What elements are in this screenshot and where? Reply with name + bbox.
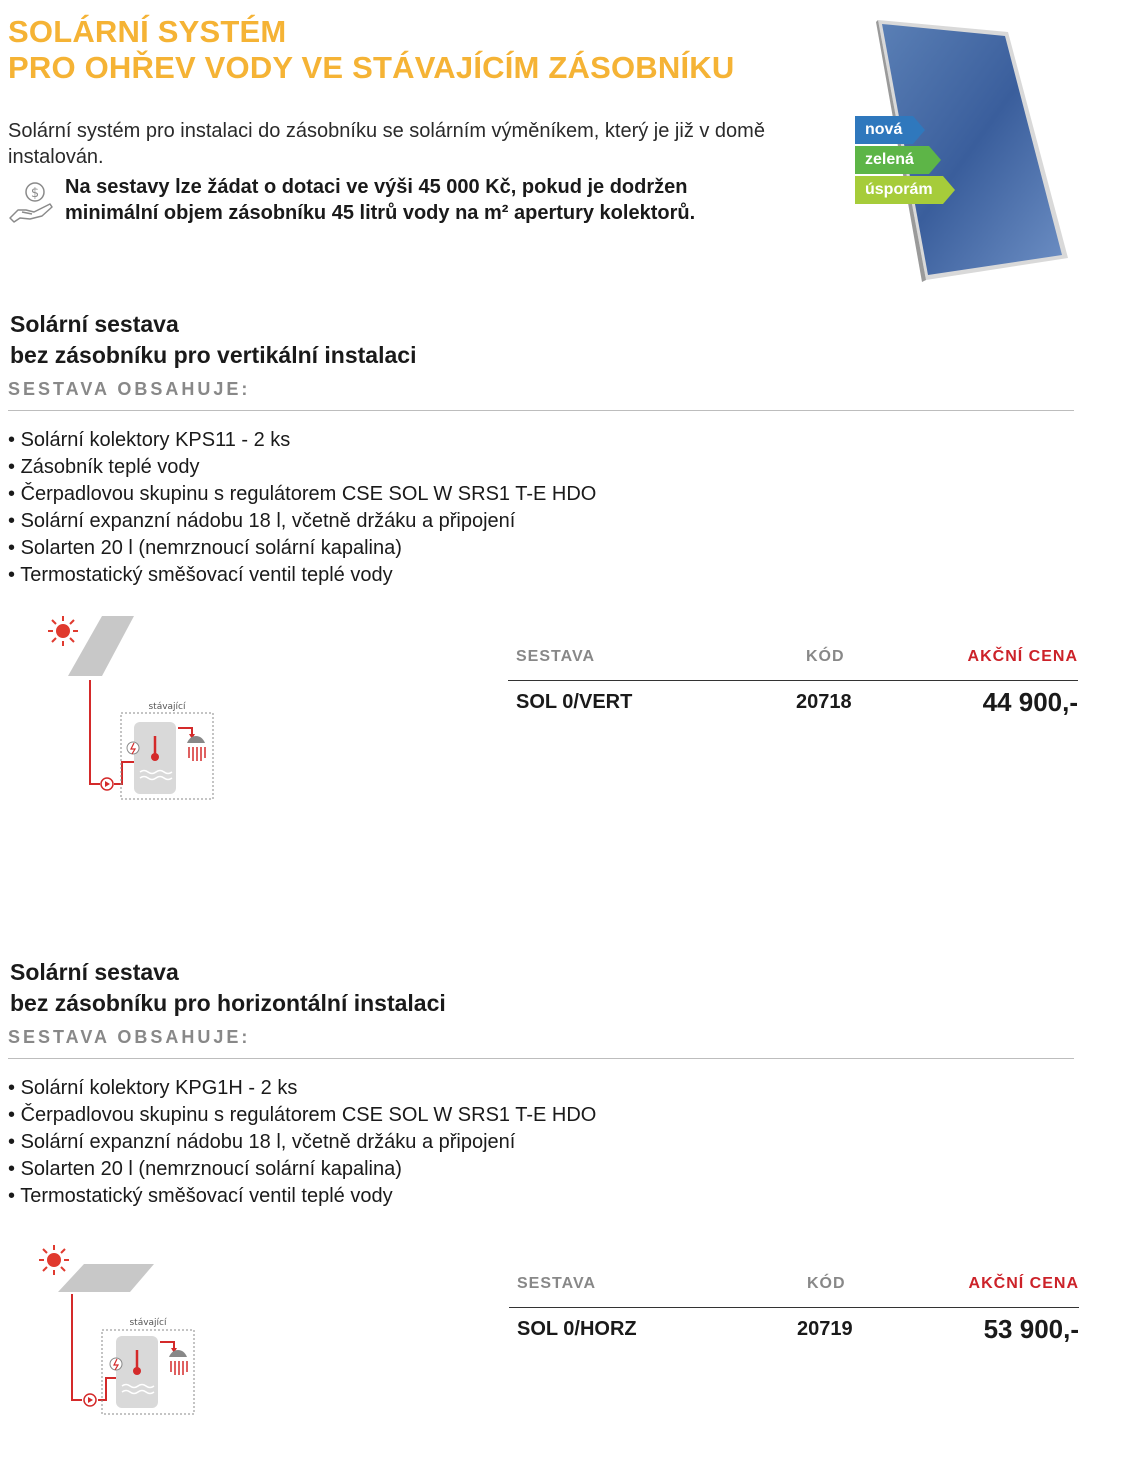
list-item: • Solární expanzní nádobu 18 l, včetně držáku a připojení	[8, 508, 1076, 535]
price-table-vertical	[508, 648, 1078, 717]
list-item: • Solární kolektory KPG1H - 2 ks	[8, 1075, 1076, 1102]
system-diagram-horizontal	[36, 1242, 216, 1422]
sun-icon	[48, 616, 78, 646]
section-title: Solární sestava bez zásobníku pro vertikální instalaci	[10, 311, 417, 368]
page-title-line-2: PRO OHŘEV VODY VE STÁVAJÍCÍM ZÁSOBNÍKU	[8, 50, 735, 85]
hand-coin-icon	[8, 178, 56, 226]
subsidy-line-1: Na sestavy lze žádat o dotaci ve výši 45 000 Kč, pokud je dodržen	[65, 176, 688, 198]
product-code: 20718	[796, 691, 852, 713]
list-item: • Solarten 20 l (nemrznoucí solární kapalina)	[8, 1156, 1076, 1183]
page-title	[8, 14, 734, 86]
badge-nova: nová	[855, 116, 933, 144]
badge-usporam: úsporám	[855, 176, 933, 204]
list-item: • Čerpadlovou skupinu s regulátorem CSE SOL W SRS1 T-E HDO	[8, 1102, 1076, 1129]
shower-icon	[187, 736, 205, 761]
product-price: 44 900,-	[982, 687, 1078, 717]
section-subtitle: SESTAVA OBSAHUJE:	[8, 379, 251, 399]
page-title-line-1: SOLÁRNÍ SYSTÉM	[8, 14, 287, 49]
contents-list	[8, 1075, 1076, 1210]
shower-icon	[169, 1350, 187, 1375]
svg-text:$: $	[30, 186, 40, 201]
subsidy-line-2: minimální objem zásobníku 45 litrů vody na m² apertury kolektorů.	[65, 202, 696, 224]
col-header-kod: KÓD	[807, 1275, 846, 1292]
diagram-label: stávající	[129, 1318, 167, 1328]
section-title: Solární sestava bez zásobníku pro horizontální instalaci	[10, 959, 446, 1016]
badge-zelena: zelená	[855, 146, 933, 174]
col-header-sestava: SESTAVA	[516, 648, 596, 665]
col-header-sestava: SESTAVA	[517, 1275, 597, 1292]
price-table-horizontal	[509, 1275, 1079, 1344]
list-item: • Solarten 20 l (nemrznoucí solární kapalina)	[8, 535, 1076, 562]
list-item: • Čerpadlovou skupinu s regulátorem CSE SOL W SRS1 T-E HDO	[8, 481, 1076, 508]
list-item: • Solární kolektory KPS11 - 2 ks	[8, 427, 1076, 454]
list-item: • Zásobník teplé vody	[8, 454, 1076, 481]
list-item: • Termostatický směšovací ventil teplé vody	[8, 562, 1076, 589]
eco-badges	[855, 116, 933, 206]
col-header-price: AKČNÍ CENA	[968, 1275, 1079, 1292]
diagram-label: stávající	[148, 702, 186, 712]
product-name: SOL 0/VERT	[516, 691, 633, 713]
table-row	[508, 681, 1078, 717]
section-subtitle: SESTAVA OBSAHUJE:	[8, 1027, 251, 1047]
list-item: • Termostatický směšovací ventil teplé vody	[8, 1183, 1076, 1210]
list-item: • Solární expanzní nádobu 18 l, včetně držáku a připojení	[8, 1129, 1076, 1156]
product-code: 20719	[797, 1318, 853, 1340]
col-header-kod: KÓD	[806, 648, 845, 665]
system-diagram-vertical	[44, 612, 224, 804]
subsidy-note	[8, 174, 808, 230]
sun-icon	[39, 1245, 69, 1275]
divider	[8, 1058, 1074, 1059]
product-price: 53 900,-	[983, 1314, 1079, 1344]
section-horizontal	[8, 957, 1076, 1210]
intro-text: Solární systém pro instalaci do zásobníku se solárním výměníkem, který je již v domě instalován.	[8, 120, 765, 168]
section-vertical	[8, 309, 1076, 589]
contents-list	[8, 427, 1076, 589]
col-header-price: AKČNÍ CENA	[967, 648, 1078, 665]
table-row	[509, 1308, 1079, 1344]
product-name: SOL 0/HORZ	[517, 1318, 637, 1340]
divider	[8, 410, 1074, 411]
